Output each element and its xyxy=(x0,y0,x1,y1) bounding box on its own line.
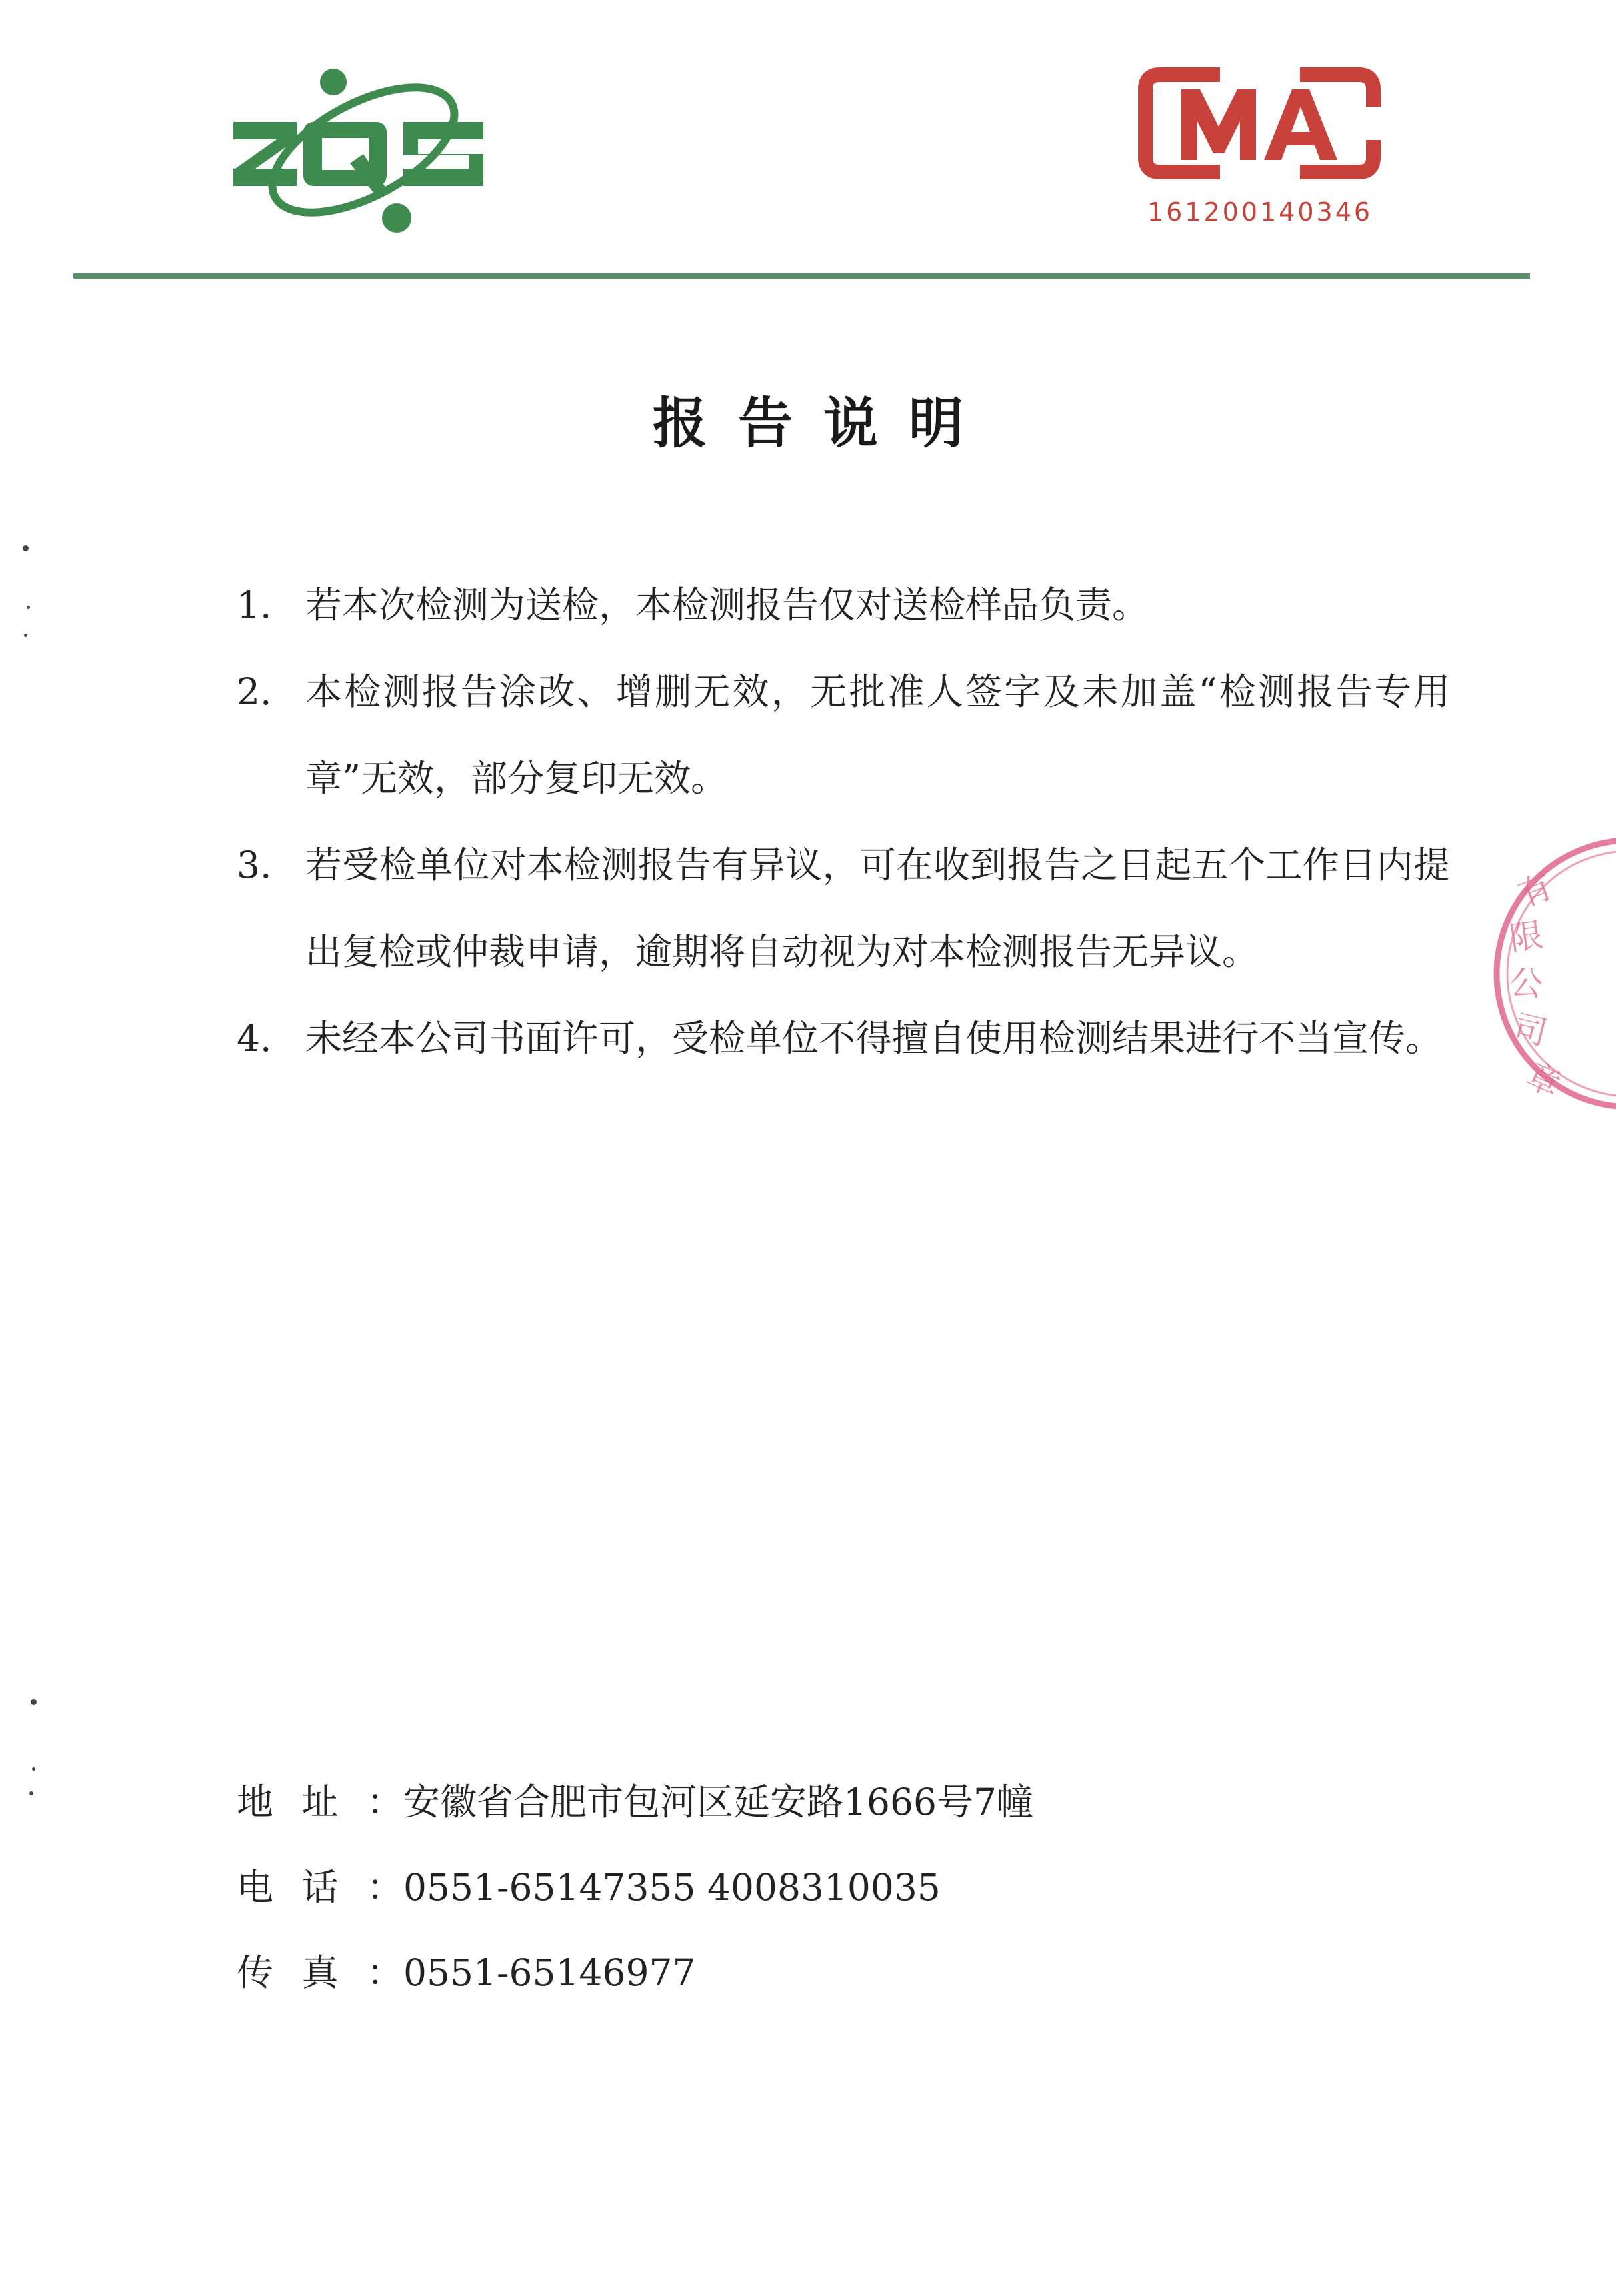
notes-list xyxy=(237,561,1450,1082)
note-number: 4. xyxy=(237,1017,272,1060)
scan-speck xyxy=(27,606,30,609)
cma-number: 161200140346 xyxy=(1147,197,1373,227)
note-item xyxy=(237,648,1450,822)
address-value: 安徽省合肥市包河区延安路1666号7幢 xyxy=(403,1781,1033,1823)
contact-address xyxy=(237,1759,1237,1845)
svg-text:限: 限 xyxy=(1507,915,1546,958)
note-item xyxy=(237,995,1450,1082)
note-text: 未经本公司书面许可，受检单位不得擅自使用检测结果进行不当宣传。 xyxy=(305,1017,1443,1060)
scan-speck xyxy=(31,1699,37,1705)
scan-speck xyxy=(32,1767,35,1771)
scan-speck xyxy=(24,634,27,637)
note-item xyxy=(237,561,1450,648)
contact-block xyxy=(237,1759,1237,2015)
svg-text:章: 章 xyxy=(1520,1055,1567,1105)
zqs-logo xyxy=(227,63,500,237)
phone-label: 电话： xyxy=(237,1866,403,1909)
note-number: 2. xyxy=(237,670,272,713)
page-title: 报告说明 xyxy=(652,392,994,455)
contact-phone xyxy=(237,1845,1237,1930)
fax-value: 0551-65146977 xyxy=(403,1951,696,1994)
contact-fax xyxy=(237,1930,1237,2015)
phone-value: 0551-65147355 4008310035 xyxy=(403,1866,941,1909)
note-number: 3. xyxy=(237,844,272,886)
svg-text:有: 有 xyxy=(1513,866,1558,915)
note-item xyxy=(237,822,1450,995)
address-label: 地址： xyxy=(237,1781,403,1823)
note-text: 本检测报告涂改、增删无效，无批准人签字及未加盖“检测报告专用章”无效，部分复印无效。 xyxy=(305,670,1450,800)
svg-text:司: 司 xyxy=(1509,1007,1551,1053)
fax-label: 传真： xyxy=(237,1951,403,1994)
note-text: 若受检单位对本检测报告有异议，可在收到报告之日起五个工作日内提出复检或仲裁申请，逾期将自动视为对本检测报告无异议。 xyxy=(305,844,1450,973)
scan-speck xyxy=(23,545,29,551)
svg-text:公: 公 xyxy=(1508,963,1545,1004)
note-number: 1. xyxy=(237,584,272,626)
note-text: 若本次检测为送检，本检测报告仅对送检样品负责。 xyxy=(305,584,1149,626)
scan-speck xyxy=(29,1791,33,1795)
company-seal xyxy=(1477,827,1616,1120)
header-divider xyxy=(73,273,1530,279)
